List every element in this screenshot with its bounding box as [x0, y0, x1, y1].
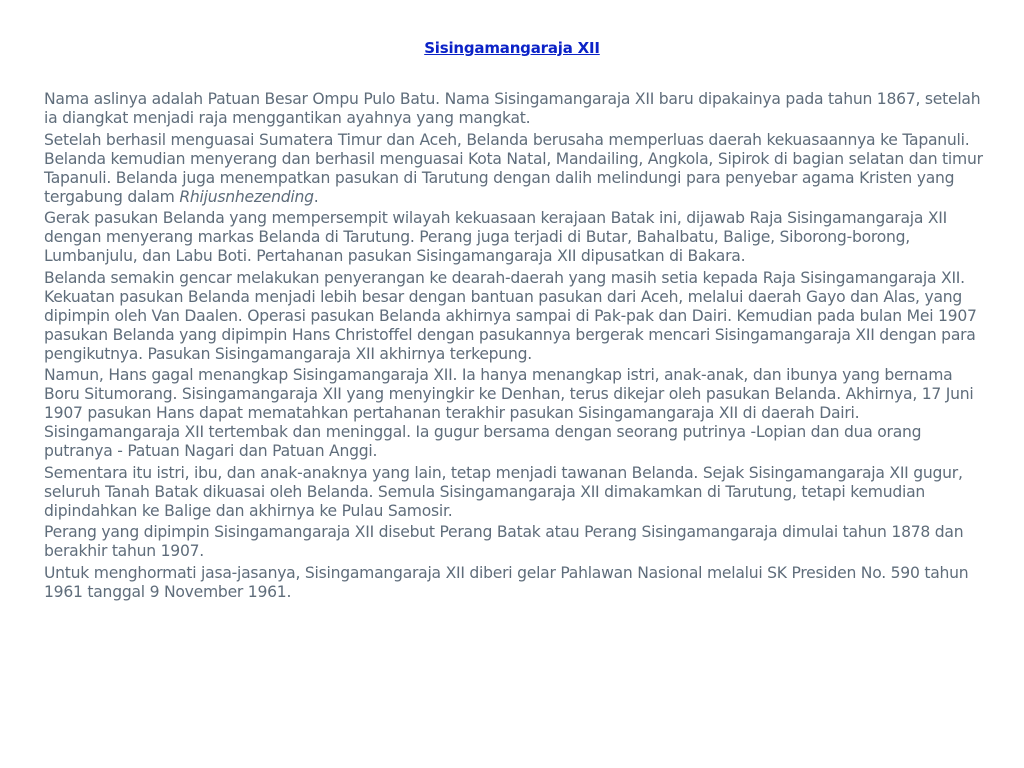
paragraph-5: Namun, Hans gagal menangkap Sisingamangaraja XII. Ia hanya menangkap istri, anak-anak, dan ibunya yang bernama Boru Situmorang. Sisingamangaraja XII yang menyingkir ke Denhan, terus dikejar oleh pasukan Belanda. Akhirnya, 17 Juni 1907 pasukan Hans dapat mematahkan pertahanan terakhir pasukan Sisingamangaraja XII di daerah Dairi. Sisingamangaraja XII tertembak dan meninggal. Ia gugur bersama dengan seorang putrinya -Lopian dan dua orang putranya - Patuan Nagari dan Patuan Anggi.	[44, 366, 974, 460]
article-body	[44, 90, 984, 604]
paragraph-7: Perang yang dipimpin Sisingamangaraja XII disebut Perang Batak atau Perang Sisingamangaraja dimulai tahun 1878 dan berakhir tahun 1907.	[44, 523, 964, 560]
page-title-link[interactable]: Sisingamangaraja XII	[424, 39, 600, 57]
paragraph-4: Belanda semakin gencar melakukan penyerangan ke dearah-daerah yang masih setia kepada Raja Sisingamangaraja XII. Kekuatan pasukan Belanda menjadi lebih besar dengan bantuan pasukan dari Aceh, melalui daerah Gayo dan Alas, yang dipimpin oleh Van Daalen. Operasi pasukan Belanda akhirnya sampai di Pak-pak dan Dairi. Kemudian pada bulan Mei 1907 pasukan Belanda yang dipimpin Hans Christoffel dengan pasukannya bergerak mencari Sisingamangaraja XII dengan para pengikutnya. Pasukan Sisingamangaraja XII akhirnya terkepung.	[44, 268, 977, 363]
paragraph-2-end: .	[313, 187, 319, 206]
paragraph-8: Untuk menghormati jasa-jasanya, Sisingamangaraja XII diberi gelar Pahlawan Nasional melalui SK Presiden No. 590 tahun 1961 tanggal 9 November 1961.	[44, 563, 969, 601]
paragraph-2	[44, 131, 984, 207]
paragraph-2-italic-term: Rhijusnhezending	[179, 187, 314, 206]
paragraph-2-text: Setelah berhasil menguasai Sumatera Timur dan Aceh, Belanda berusaha memperluas daerah kekuasaannya ke Tapanuli. Belanda kemudian menyerang dan berhasil menguasai Kota Natal, Mandailing, Angkola, Sipirok di bagian selatan dan timur Tapanuli. Belanda juga menempatkan pasukan di Tarutung dengan dalih melindungi para penyebar agama Kristen yang tergabung dalam	[44, 130, 983, 206]
title-container	[0, 38, 1024, 57]
paragraph-3: Gerak pasukan Belanda yang mempersempit wilayah kekuasaan kerajaan Batak ini, dijawab Raja Sisingamangaraja XII dengan menyerang markas Belanda di Tarutung. Perang juga terjadi di Butar, Bahalbatu, Balige, Siborong-borong, Lumbanjulu, dan Labu Boti. Pertahanan pasukan Sisingamangaraja XII dipusatkan di Bakara.	[44, 209, 947, 265]
paragraph-1: Nama aslinya adalah Patuan Besar Ompu Pulo Batu. Nama Sisingamangaraja XII baru dipakainya pada tahun 1867, setelah ia diangkat menjadi raja menggantikan ayahnya yang mangkat.	[44, 90, 981, 127]
paragraph-6: Sementara itu istri, ibu, dan anak-anaknya yang lain, tetap menjadi tawanan Belanda. Sejak Sisingamangaraja XII gugur, seluruh Tanah Batak dikuasai oleh Belanda. Semula Sisingamangaraja XII dimakamkan di Tarutung, tetapi kemudian dipindahkan ke Balige dan akhirnya ke Pulau Samosir.	[44, 463, 963, 520]
